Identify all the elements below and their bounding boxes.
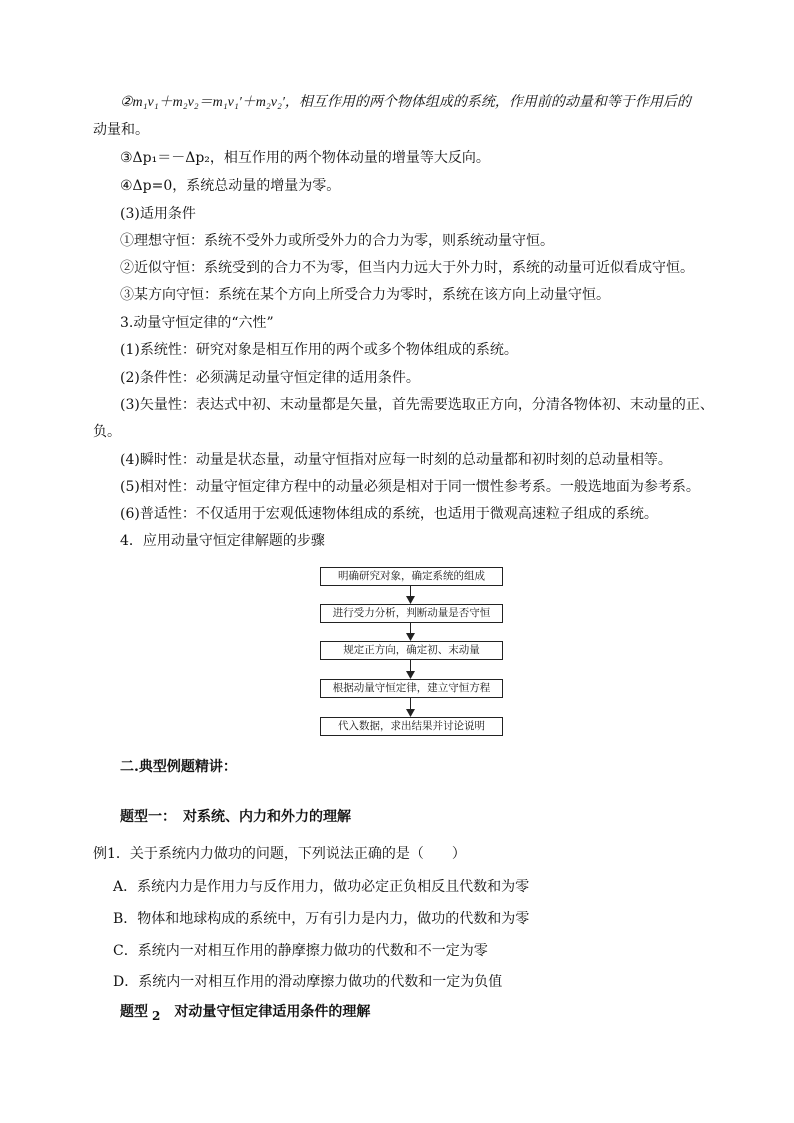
flow-step-3: 规定正方向，确定初、末动量 [320, 641, 503, 660]
type-two-title: 对动量守恒定律适用条件的理解 [174, 1004, 371, 1020]
subheading-steps: 4．应用动量守恒定律解题的步骤 [120, 533, 325, 549]
text-line: (6)普适性：不仅适用于宏观低速物体组成的系统，也适用于微观高速粒子组成的系统。 [120, 506, 658, 522]
text-line: ①理想守恒：系统不受外力或所受外力的合力为零，则系统动量守恒。 [120, 233, 554, 249]
type-one-heading: 题型一： 对系统、内力和外力的理解 [120, 809, 351, 825]
flow-step-1: 明确研究对象，确定系统的组成 [320, 567, 503, 586]
text-line: (4)瞬时性：动量是状态量，动量守恒指对应每一时刻的总动量都和初时刻的总动量相等。 [120, 452, 672, 468]
option-d: D．系统内一对相互作用的滑动摩擦力做功的代数和一定为负值 [113, 974, 503, 990]
text-line: (3)矢量性：表达式中初、末动量都是矢量，首先需要选取正方向，分清各物体初、末动量的正、 [120, 397, 714, 413]
flow-step-4: 根据动量守恒定律，建立守恒方程 [320, 679, 503, 698]
text-line: (5)相对性：动量守恒定律方程中的动量必须是相对于同一惯性参考系。一般选地面为参考系。 [120, 479, 700, 495]
text-line: ②近似守恒：系统受到的合力不为零，但当内力远大于外力时，系统的动量可近似看成守恒。 [120, 260, 694, 276]
section-heading: 二.典型例题精讲： [120, 759, 237, 775]
formula-line-2: ②m₁v₁＋m₂v₂＝m₁v₁′＋m₂v₂′，相互作用的两个物体组成的系统，作用前的动量和等于作用后的 [120, 95, 691, 110]
text-line: 负。 [93, 424, 121, 440]
text-line: (2)条件性：必须满足动量守恒定律的适用条件。 [120, 370, 420, 386]
option-b: B．物体和地球构成的系统中，万有引力是内力，做功的代数和为零 [113, 911, 530, 927]
flow-step-2: 进行受力分析，判断动量是否守恒 [320, 604, 503, 623]
example-question: 例1．关于系统内力做功的问题，下列说法正确的是（ ） [93, 846, 466, 862]
option-c: C．系统内一对相互作用的静摩擦力做功的代数和不一定为零 [113, 943, 488, 959]
subheading-conditions: (3)适用条件 [120, 206, 196, 222]
type-two-heading [120, 1003, 370, 1021]
text-line: 动量和。 [93, 122, 149, 138]
option-a: A．系统内力是作用力与反作用力，做功必定正负相反且代数和为零 [113, 879, 530, 895]
text-line: ③某方向守恒：系统在某个方向上所受合力为零时，系统在该方向上动量守恒。 [120, 287, 610, 303]
formula-line-4: ④Δp=0，系统总动量的增量为零。 [120, 178, 341, 194]
formula-line-3: ③Δp₁＝－Δp₂，相互作用的两个物体动量的增量等大反向。 [120, 150, 490, 166]
flow-step-5: 代入数据，求出结果并讨论说明 [320, 717, 503, 736]
subheading-six-properties: 3.动量守恒定律的“六性” [120, 315, 274, 331]
text-line: (1)系统性：研究对象是相互作用的两个或多个物体组成的系统。 [120, 342, 518, 358]
type-two-prefix: 题型 [120, 1004, 148, 1020]
type-two-number: 2 [152, 1009, 161, 1023]
